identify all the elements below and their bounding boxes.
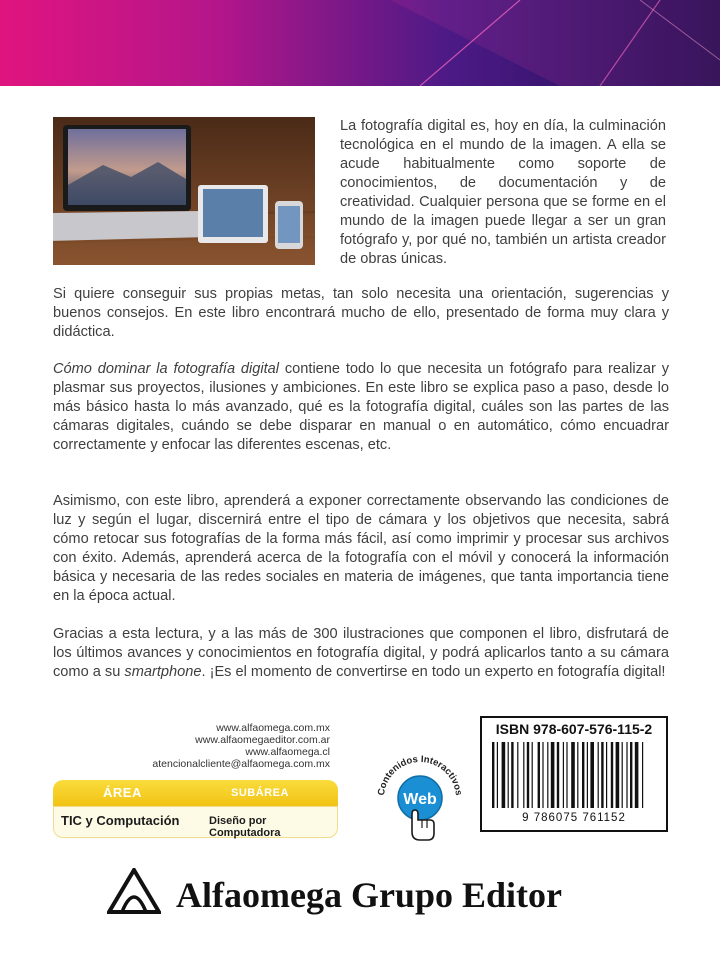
book-title: Cómo dominar la fotografía digital (53, 361, 280, 377)
skills-paragraph: Asimismo, con este libro, aprenderá a exponer correctamente observando las condiciones de luz y según el lugar, discernirá entre el tipo de cámara y los objetivos que necesita, sabrá cómo retocar sus fotografías de la forma más fácil, así como imprimir y procesar sus archivos con éxito. Además, aprenderá acerca de la fotografía con el móvil y conocerá la información básica y necesaria de las redes sociales en materia de imágenes, que tanta importancia tiene en la época actual. (53, 493, 669, 604)
contact-list (130, 722, 330, 770)
smartphone-word: smartphone (124, 664, 202, 680)
area-box (53, 780, 338, 838)
intro-paragraph: La fotografía digital es, hoy en día, la culminación tecnológica en el mundo de la imagen. A ella se acude habitualmente como soporte de conocimientos, de documentación y de creatividad. Cualquier persona que se forme en el mundo de la imagen puede llegar a ser un gran fotógrafo y, por qué no, también un artista creador de obras únicas. (340, 118, 666, 267)
banner-decoration (0, 0, 720, 86)
web-badge-label: Web (403, 791, 437, 808)
top-banner (0, 0, 720, 86)
barcode (490, 742, 658, 810)
web-content-badge[interactable] (372, 748, 468, 844)
barcode-number: 9 786075 761152 (522, 812, 626, 824)
isbn-label: ISBN 978-607-576-115-2 (495, 721, 653, 737)
contact-url-ar[interactable]: www.alfaomegaeditor.com.ar (195, 734, 330, 746)
isbn-barcode-box (480, 716, 668, 832)
contact-email[interactable]: atencionalcliente@alfaomega.com.mx (152, 758, 330, 770)
area-label: ÁREA (103, 785, 142, 800)
contents-text: contiene todo lo que necesita un fotógrafo para realizar y plasmar sus proyectos, ilusiones y ambiciones. En este libro se explica paso a paso, desde lo más básico hasta lo más avanzado, qué es la fotografía digital, cuáles son las partes de las cámaras digitales, cuándo se debe disparar en manual o en automático, cómo encuadrar correctamente y enfocar las diferentes escenas, etc. (53, 361, 669, 453)
closing-text-a: Gracias a esta lectura, y a las más de 300 ilustraciones que componen el libro, disfrutará de los últimos avances y conocimientos en fotografía digital, y podrá aplicarlos tanto a su cámara como a su (53, 626, 669, 680)
devices-photo (53, 117, 315, 265)
subarea-value: Diseño por Computadora (209, 815, 281, 839)
web-badge-arc-text: Contenidos Interactivos (376, 753, 464, 797)
goals-paragraph: Si quiere conseguir sus propias metas, tan solo necesita una orientación, sugerencias y buenos consejos. En este libro encontrará mucho de ello, presentado de forma muy clara y didáctica. (53, 286, 669, 340)
alfaomega-logo (107, 868, 161, 914)
contact-url-cl[interactable]: www.alfaomega.cl (245, 746, 330, 758)
closing-text-b: . ¡Es el momento de convertirse en todo un experto en fotografía digital! (201, 664, 666, 680)
contact-url-mx[interactable]: www.alfaomega.com.mx (216, 722, 330, 734)
publisher-name: Alfaomega Grupo Editor (176, 875, 562, 915)
closing-paragraph (53, 625, 669, 682)
contents-paragraph (53, 360, 669, 455)
area-value: TIC y Computación (61, 813, 180, 828)
subarea-label: SUBÁREA (231, 787, 289, 799)
area-header (53, 780, 338, 806)
